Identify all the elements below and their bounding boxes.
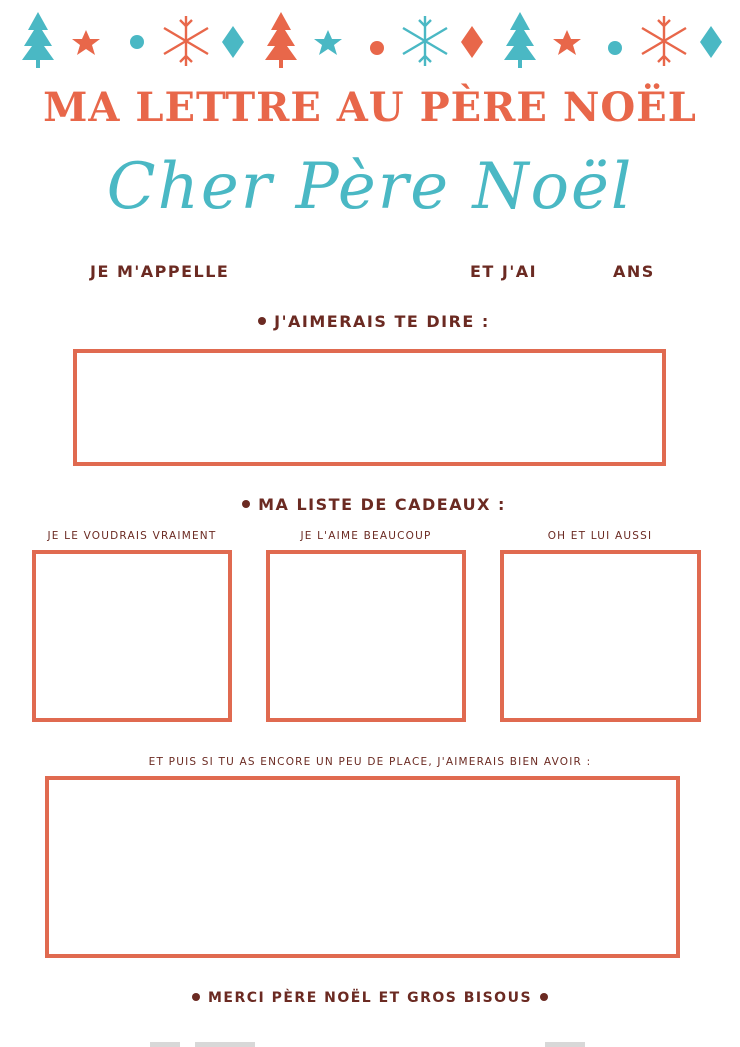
dot-icon (130, 35, 144, 49)
tree-icon (504, 12, 536, 68)
snowflake-icon (642, 16, 686, 66)
age-suffix-label: ANS (613, 262, 655, 281)
snowflake-icon (403, 16, 447, 66)
bottom-decoration (0, 1036, 740, 1047)
tree-icon (22, 12, 54, 68)
bullet-dot (192, 993, 200, 1001)
age-prefix-label: ET J'AI (470, 262, 538, 281)
gifts-heading: MA LISTE DE CADEAUX : (0, 495, 740, 514)
gift-column-label-3: OH ET LUI AUSSI (547, 530, 653, 542)
greeting: Cher Père Noël (106, 150, 634, 224)
bullet-dot (242, 500, 250, 508)
star-icon (314, 30, 342, 55)
gift-box-3[interactable] (500, 550, 701, 722)
gift-box-1[interactable] (32, 550, 232, 722)
message-heading: J'AIMERAIS TE DIRE : (0, 312, 740, 331)
name-label: JE M'APPELLE (90, 262, 230, 281)
page-title: MA LETTRE AU PÈRE NOËL (43, 84, 697, 131)
extra-wishes-label: ET PUIS SI TU AS ENCORE UN PEU DE PLACE, J'AIMERAIS BIEN AVOIR : (148, 756, 592, 768)
gift-column-label-2: JE L'AIME BEAUCOUP (300, 530, 432, 542)
snowflake-icon (164, 16, 208, 66)
diamond-icon (700, 26, 722, 58)
decorative-border (0, 8, 740, 72)
diamond-icon (461, 26, 483, 58)
bullet-dot (258, 317, 266, 325)
closing-line: MERCI PÈRE NOËL ET GROS BISOUS (0, 990, 740, 1006)
gift-box-2[interactable] (266, 550, 466, 722)
bullet-dot (540, 993, 548, 1001)
dot-icon (608, 41, 622, 55)
tree-icon (265, 12, 297, 68)
extra-wishes-box[interactable] (45, 776, 680, 958)
star-icon (553, 30, 581, 55)
star-icon (72, 30, 100, 55)
message-box[interactable] (73, 349, 666, 466)
gift-column-label-1: JE LE VOUDRAIS VRAIMENT (47, 530, 217, 542)
diamond-icon (222, 26, 244, 58)
dot-icon (370, 41, 384, 55)
